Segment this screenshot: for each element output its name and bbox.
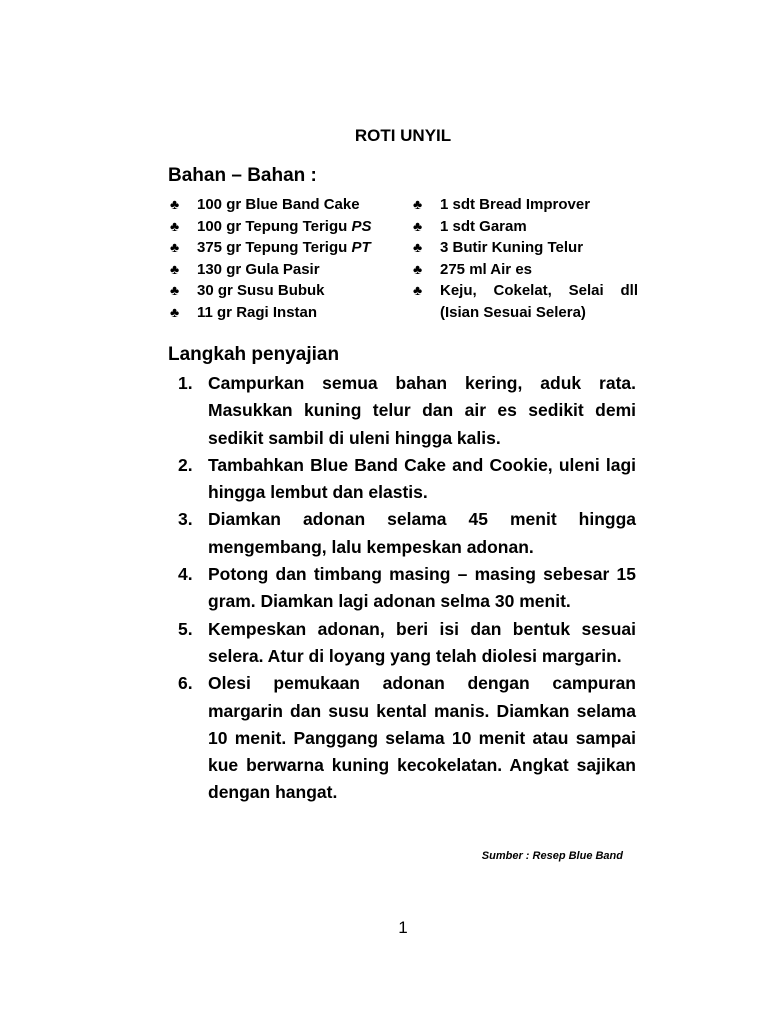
step-item: [178, 506, 636, 561]
ingredient-text: 275 ml Air es: [440, 260, 532, 278]
step-item: [178, 616, 636, 671]
ingredient-item: [413, 194, 638, 216]
ingredient-text: 1 sdt Bread Improver: [440, 196, 591, 213]
ingredient-text: 100 gr Tepung Terigu: [197, 217, 352, 235]
ingredient-item: [170, 259, 410, 281]
source-credit: Sumber : Resep Blue Band: [481, 850, 623, 862]
ingredient-text: 1 sdt Garam: [440, 217, 527, 235]
steps-list: [178, 370, 636, 807]
ingredient-text: 100 gr Blue Band Cake: [197, 196, 360, 213]
ingredient-item: [170, 302, 410, 324]
step-text: Tambahkan Blue Band Cake and Cookie, uleni lagi hingga lembut dan elastis.: [208, 454, 636, 503]
club-bullet-icon: ♣: [413, 282, 423, 299]
step-number: 4.: [178, 564, 193, 585]
ingredient-item: [170, 216, 410, 238]
club-bullet-icon: ♣: [170, 282, 180, 299]
club-bullet-icon: ♣: [170, 196, 180, 212]
ingredient-text: 130 gr Gula Pasir: [197, 260, 320, 278]
step-text: Potong dan timbang masing – masing sebesar 15 gram. Diamkan lagi adonan selma 30 menit.: [208, 564, 636, 612]
ingredient-item: [413, 216, 638, 238]
ingredient-text: 3 Butir Kuning Telur: [440, 239, 584, 257]
step-text: Campurkan semua bahan kering, aduk rata. Masukkan kuning telur dan air es sedikit demi sedikit sambil di uleni hingga kalis.: [208, 373, 636, 448]
club-bullet-icon: ♣: [413, 260, 423, 277]
ingredient-flour-type: PT: [351, 239, 371, 257]
step-number: 3.: [178, 509, 193, 530]
page-number: 1: [398, 918, 408, 937]
club-bullet-icon: ♣: [413, 196, 423, 212]
step-text: Kempeskan adonan, beri isi dan bentuk sesuai selera. Atur di loyang yang telah diolesi margarin.: [208, 618, 636, 666]
step-item: [178, 561, 636, 616]
ingredient-text: 30 gr Susu Bubuk: [197, 282, 325, 300]
ingredient-item: [413, 280, 638, 302]
ingredient-text: Keju, Cokelat, Selai dll: [440, 282, 638, 300]
ingredient-item: [170, 280, 410, 302]
ingredient-item: [413, 259, 638, 281]
step-number: 1.: [178, 373, 193, 393]
ingredients-list-left: [170, 194, 410, 324]
step-text: Olesi pemukaan adonan dengan campuran margarin dan susu kental manis. Diamkan selama 10 menit. Panggang selama 10 menit atau sampai kue berwarna kuning kecokelatan. Angkat sajikan dengan hangat.: [208, 673, 636, 803]
ingredient-text: 375 gr Tepung Terigu: [197, 239, 352, 257]
ingredient-flour-type: PS: [351, 217, 372, 235]
ingredient-item: [170, 237, 410, 259]
club-bullet-icon: ♣: [170, 303, 180, 320]
ingredient-item: [413, 237, 638, 259]
club-bullet-icon: ♣: [170, 260, 180, 277]
ingredient-text: 11 gr Ragi Instan: [197, 303, 318, 321]
ingredients-list-right: [413, 194, 638, 324]
ingredient-item: [170, 194, 410, 216]
step-number: 6.: [178, 673, 193, 694]
ingredient-continuation: (Isian Sesuai Selera): [440, 303, 586, 321]
step-item: [178, 452, 636, 507]
step-item: [178, 370, 636, 452]
club-bullet-icon: ♣: [170, 239, 180, 256]
club-bullet-icon: ♣: [170, 217, 180, 234]
step-number: 5.: [178, 618, 193, 639]
step-item: [178, 670, 636, 806]
recipe-title: ROTI UNYIL: [354, 126, 452, 145]
step-number: 2.: [178, 454, 193, 475]
step-text: Diamkan adonan selama 45 menit hingga mengembang, lalu kempeskan adonan.: [208, 509, 636, 557]
club-bullet-icon: ♣: [413, 239, 423, 256]
club-bullet-icon: ♣: [413, 217, 423, 234]
ingredients-heading: Bahan – Bahan :: [168, 165, 317, 186]
steps-heading: Langkah penyajian: [168, 344, 340, 365]
